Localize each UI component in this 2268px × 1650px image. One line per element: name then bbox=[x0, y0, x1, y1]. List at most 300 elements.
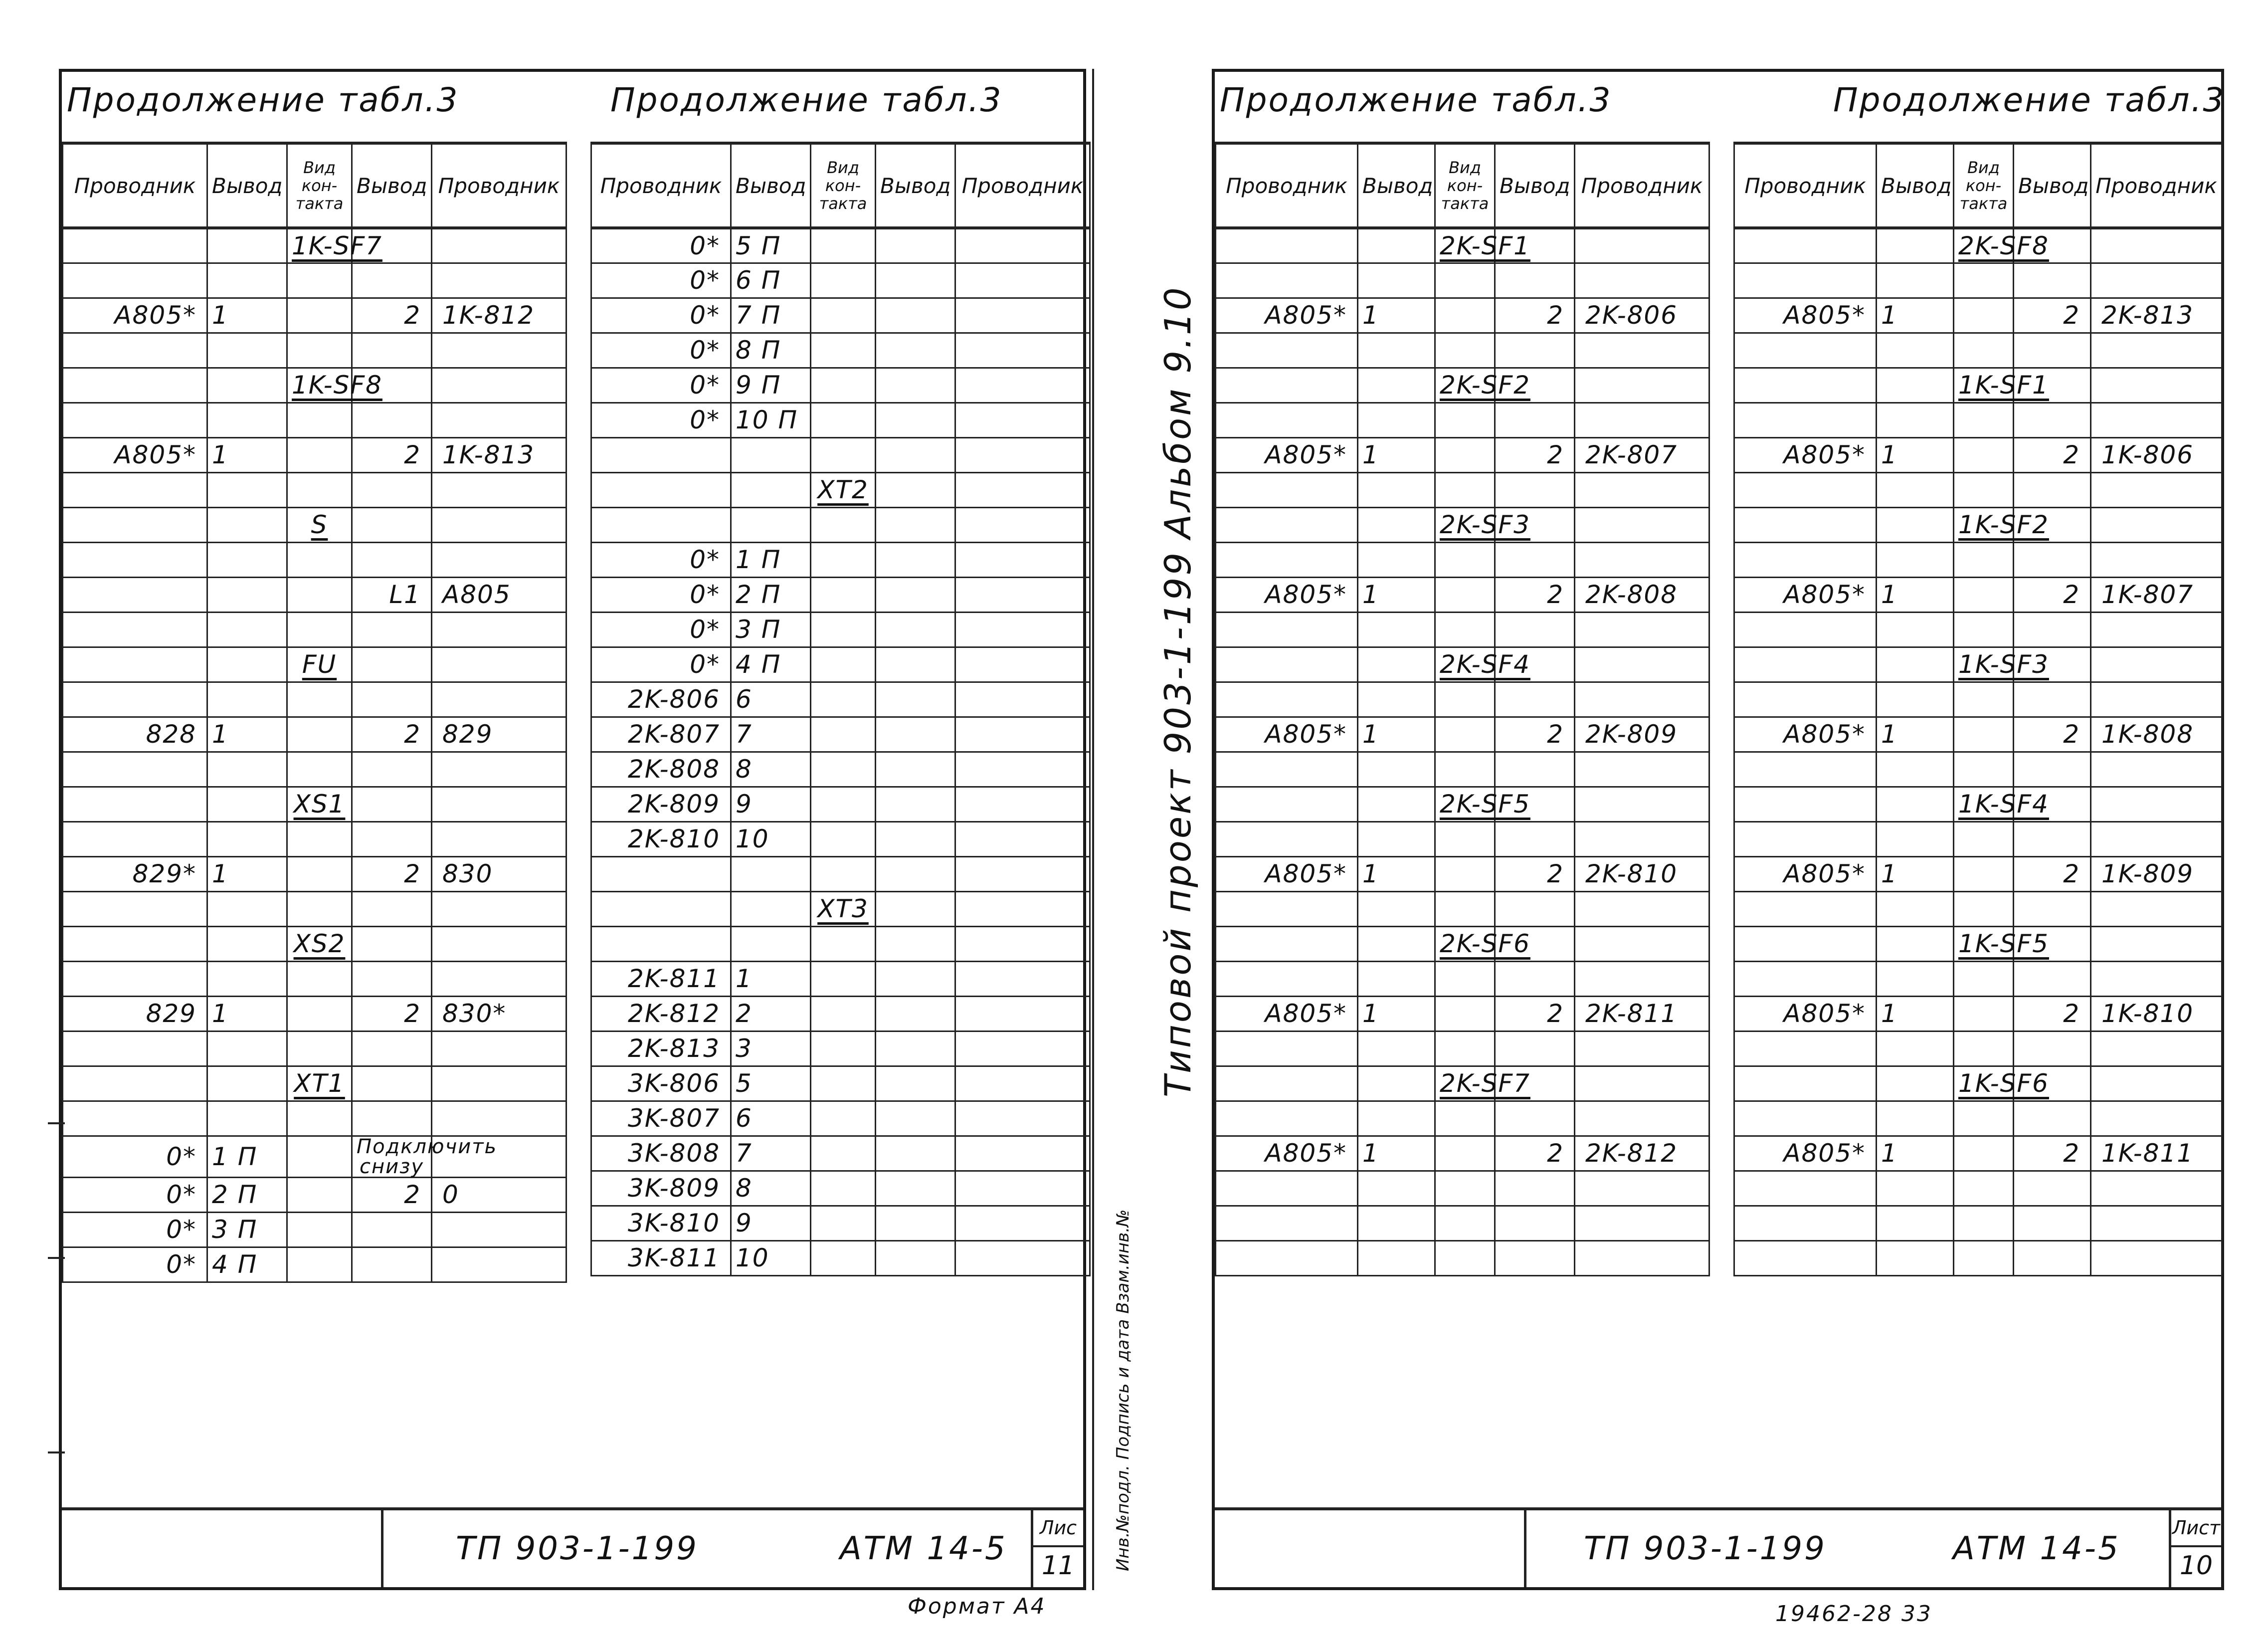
cell-pin-right bbox=[352, 472, 432, 507]
cell-pin-right: 2 bbox=[2014, 437, 2091, 472]
table-row bbox=[591, 1240, 1090, 1275]
cell-conductor-right bbox=[1575, 961, 1709, 996]
cell-conductor-right: 829 bbox=[432, 717, 567, 752]
cell-pin-left bbox=[1877, 1066, 1954, 1101]
cell-conductor-left bbox=[63, 752, 207, 787]
table-row bbox=[1216, 1240, 1709, 1275]
table-row bbox=[1734, 856, 2222, 891]
cell-pin-left bbox=[1358, 263, 1435, 298]
cell-pin-left bbox=[1877, 612, 1954, 647]
cell-conductor-left bbox=[63, 1101, 207, 1136]
table-row bbox=[1734, 926, 2222, 961]
cell-contact-type bbox=[811, 298, 876, 333]
format-label: Формат А4 bbox=[908, 1594, 1046, 1619]
cell-contact-type bbox=[287, 891, 352, 926]
cell-pin-right bbox=[1495, 1240, 1575, 1275]
cell-conductor-right bbox=[955, 1066, 1090, 1101]
table-row bbox=[63, 1066, 567, 1101]
cell-conductor-right bbox=[955, 1206, 1090, 1240]
cell-contact-type bbox=[811, 856, 876, 891]
cell-pin-right bbox=[876, 647, 955, 682]
header-pin-right: Вывод bbox=[352, 143, 432, 228]
cell-conductor-right bbox=[955, 996, 1090, 1031]
header-contact-type: Вид кон-такта bbox=[811, 143, 876, 228]
cell-contact-type bbox=[287, 263, 352, 298]
cell-conductor-left bbox=[1216, 1240, 1358, 1275]
cell-pin-right: 2 bbox=[1495, 856, 1575, 891]
cell-pin-left: 8 bbox=[731, 1171, 811, 1206]
cell-conductor-right bbox=[432, 403, 567, 437]
table-row bbox=[1734, 891, 2222, 926]
cell-conductor-left bbox=[591, 926, 731, 961]
cell-pin-left bbox=[1358, 228, 1435, 263]
cell-contact-type bbox=[811, 542, 876, 577]
table-row bbox=[591, 472, 1090, 507]
table-row bbox=[63, 926, 567, 961]
cell-pin-right bbox=[1495, 542, 1575, 577]
cell-conductor-right: 1K-810 bbox=[2091, 996, 2222, 1031]
cell-pin-right: 2 bbox=[1495, 717, 1575, 752]
cell-contact-type bbox=[811, 1066, 876, 1101]
table-row bbox=[1734, 961, 2222, 996]
cell-pin-left bbox=[1358, 926, 1435, 961]
cell-pin-right bbox=[1495, 612, 1575, 647]
cell-contact-type bbox=[1954, 996, 2014, 1031]
cell-pin-left: 4 П bbox=[207, 1247, 287, 1282]
cell-conductor-right bbox=[955, 1136, 1090, 1171]
table-row bbox=[1216, 752, 1709, 787]
cell-conductor-right bbox=[955, 961, 1090, 996]
cell-contact-type bbox=[1435, 1206, 1495, 1240]
cell-conductor-right bbox=[432, 787, 567, 822]
header-pin-right: Вывод bbox=[876, 143, 955, 228]
cell-pin-right bbox=[2014, 403, 2091, 437]
cell-pin-right bbox=[876, 228, 955, 263]
cell-pin-left bbox=[1877, 333, 1954, 368]
cell-pin-right bbox=[352, 1066, 432, 1101]
cell-contact-type bbox=[811, 263, 876, 298]
cell-conductor-left bbox=[63, 472, 207, 507]
cell-contact-type bbox=[1435, 891, 1495, 926]
table-row bbox=[1734, 542, 2222, 577]
cell-conductor-left bbox=[1216, 472, 1358, 507]
cell-contact-type bbox=[1954, 333, 2014, 368]
cell-pin-left: 1 bbox=[1877, 996, 1954, 1031]
cell-conductor-right: 0 bbox=[432, 1177, 567, 1212]
cell-pin-left bbox=[207, 263, 287, 298]
cell-pin-left bbox=[207, 647, 287, 682]
cell-conductor-right: 2K-809 bbox=[1575, 717, 1709, 752]
cell-conductor-left bbox=[1216, 228, 1358, 263]
margin-tick bbox=[48, 1257, 65, 1259]
cell-contact-type bbox=[287, 333, 352, 368]
cell-conductor-right bbox=[2091, 403, 2222, 437]
cell-pin-right: 2 bbox=[2014, 856, 2091, 891]
table-row bbox=[591, 403, 1090, 437]
cell-conductor-right bbox=[955, 542, 1090, 577]
cell-contact-type bbox=[1435, 437, 1495, 472]
cell-conductor-left: 0* bbox=[591, 263, 731, 298]
cell-conductor-left bbox=[1734, 403, 1877, 437]
cell-conductor-right: 1K-806 bbox=[2091, 437, 2222, 472]
cell-contact-type bbox=[1435, 856, 1495, 891]
cell-conductor-left bbox=[1734, 507, 1877, 542]
cell-pin-right bbox=[876, 1206, 955, 1240]
cell-contact-type: XS1 bbox=[287, 787, 352, 822]
cell-pin-left bbox=[731, 856, 811, 891]
cell-contact-type bbox=[811, 926, 876, 961]
cell-pin-right bbox=[876, 856, 955, 891]
cell-pin-right bbox=[876, 1101, 955, 1136]
cell-conductor-right bbox=[432, 472, 567, 507]
cell-pin-right bbox=[352, 1101, 432, 1136]
cell-pin-left bbox=[1877, 542, 1954, 577]
cell-conductor-right bbox=[2091, 263, 2222, 298]
cell-conductor-right bbox=[955, 891, 1090, 926]
cell-pin-left bbox=[1358, 682, 1435, 717]
cell-pin-right: L1 bbox=[352, 577, 432, 612]
cell-pin-left bbox=[1358, 787, 1435, 822]
table-row bbox=[591, 368, 1090, 403]
cell-pin-left bbox=[1877, 787, 1954, 822]
cell-conductor-right bbox=[955, 577, 1090, 612]
left-table-1 bbox=[62, 142, 567, 1283]
cell-pin-right: 2 bbox=[352, 717, 432, 752]
cell-conductor-right bbox=[955, 507, 1090, 542]
table-row bbox=[1734, 298, 2222, 333]
cell-pin-right bbox=[2014, 961, 2091, 996]
cell-contact-type bbox=[811, 1206, 876, 1240]
cell-conductor-left: 2K-807 bbox=[591, 717, 731, 752]
cell-conductor-right bbox=[2091, 822, 2222, 856]
table-row bbox=[1216, 368, 1709, 403]
cell-conductor-right bbox=[2091, 333, 2222, 368]
table-row bbox=[63, 437, 567, 472]
table-row bbox=[1216, 682, 1709, 717]
cell-contact-type bbox=[1435, 1136, 1495, 1171]
cell-contact-type bbox=[811, 647, 876, 682]
cell-conductor-left bbox=[1734, 1206, 1877, 1240]
table-row bbox=[63, 682, 567, 717]
header-conductor-right: Проводник bbox=[955, 143, 1090, 228]
cell-pin-right: 2 bbox=[352, 437, 432, 472]
header-pin-left: Вывод bbox=[207, 143, 287, 228]
table-header bbox=[63, 143, 567, 228]
cell-conductor-left bbox=[1734, 1066, 1877, 1101]
left-sheet-title-1: Продолжение табл.3 bbox=[67, 81, 459, 119]
cell-pin-right bbox=[2014, 1206, 2091, 1240]
cell-conductor-right bbox=[1575, 787, 1709, 822]
cell-pin-right: 2 bbox=[2014, 298, 2091, 333]
left-sheet-number: 11 bbox=[1031, 1544, 1083, 1587]
cell-conductor-right bbox=[955, 752, 1090, 787]
cell-pin-right bbox=[876, 822, 955, 856]
cell-pin-left bbox=[1358, 1066, 1435, 1101]
cell-conductor-right: 2K-811 bbox=[1575, 996, 1709, 1031]
cell-pin-right: 2 bbox=[2014, 1136, 2091, 1171]
cell-contact-type: 1K-SF1 bbox=[1954, 368, 2014, 403]
cell-pin-left: 1 bbox=[1877, 437, 1954, 472]
cell-pin-left: 2 П bbox=[731, 577, 811, 612]
cell-contact-type bbox=[811, 1101, 876, 1136]
cell-conductor-right bbox=[2091, 228, 2222, 263]
table-row bbox=[1216, 856, 1709, 891]
cell-contact-type bbox=[1435, 1240, 1495, 1275]
cell-pin-left bbox=[1877, 368, 1954, 403]
cell-conductor-right bbox=[1575, 1101, 1709, 1136]
cell-pin-left bbox=[207, 787, 287, 822]
cell-conductor-right bbox=[432, 682, 567, 717]
cell-contact-type bbox=[287, 996, 352, 1031]
left-sheet-label: Лис bbox=[1031, 1510, 1083, 1547]
cell-pin-left bbox=[1877, 647, 1954, 682]
table-row bbox=[63, 1212, 567, 1247]
cell-conductor-left bbox=[1734, 1171, 1877, 1206]
cell-contact-type bbox=[811, 1136, 876, 1171]
cell-conductor-left bbox=[1216, 403, 1358, 437]
cell-pin-right bbox=[876, 542, 955, 577]
right-project-code: ТП 903-1-199 bbox=[1584, 1530, 1827, 1567]
cell-contact-type bbox=[811, 682, 876, 717]
cell-pin-right bbox=[1495, 891, 1575, 926]
cell-pin-left bbox=[1877, 263, 1954, 298]
table-row bbox=[591, 1101, 1090, 1136]
cell-pin-right: 2 bbox=[352, 1177, 432, 1212]
right-atm-code: АТМ 14-5 bbox=[1953, 1530, 2120, 1567]
cell-pin-left bbox=[1358, 1206, 1435, 1240]
cell-conductor-left bbox=[1216, 752, 1358, 787]
cell-conductor-left bbox=[591, 856, 731, 891]
cell-pin-right bbox=[1495, 472, 1575, 507]
table-row bbox=[63, 542, 567, 577]
table-row bbox=[63, 1136, 567, 1177]
cell-conductor-right bbox=[1575, 822, 1709, 856]
cell-pin-left bbox=[1877, 403, 1954, 437]
cell-pin-right bbox=[2014, 1171, 2091, 1206]
cell-pin-right bbox=[876, 752, 955, 787]
cell-pin-left bbox=[1358, 961, 1435, 996]
cell-contact-type bbox=[287, 298, 352, 333]
cell-conductor-left bbox=[591, 472, 731, 507]
cell-conductor-right: 1K-811 bbox=[2091, 1136, 2222, 1171]
cell-contact-type bbox=[811, 368, 876, 403]
cell-conductor-right bbox=[955, 647, 1090, 682]
cell-pin-right bbox=[2014, 333, 2091, 368]
cell-pin-right bbox=[876, 333, 955, 368]
cell-conductor-left: A805* bbox=[1734, 577, 1877, 612]
cell-contact-type bbox=[1954, 403, 2014, 437]
cell-conductor-right bbox=[432, 228, 567, 263]
table-row bbox=[591, 926, 1090, 961]
cell-conductor-left: A805* bbox=[63, 298, 207, 333]
cell-contact-type bbox=[1954, 822, 2014, 856]
cell-pin-right bbox=[352, 647, 432, 682]
cell-pin-right bbox=[352, 682, 432, 717]
cell-pin-left bbox=[1877, 472, 1954, 507]
cell-conductor-right bbox=[1575, 403, 1709, 437]
cell-contact-type bbox=[1954, 891, 2014, 926]
table-row bbox=[591, 822, 1090, 856]
cell-pin-right bbox=[352, 1247, 432, 1282]
cell-pin-right bbox=[876, 961, 955, 996]
cell-pin-left bbox=[1877, 926, 1954, 961]
table-row bbox=[1216, 1171, 1709, 1206]
cell-conductor-right bbox=[1575, 1066, 1709, 1101]
cell-contact-type bbox=[287, 717, 352, 752]
cell-contact-type bbox=[1435, 682, 1495, 717]
cell-contact-type bbox=[811, 333, 876, 368]
cell-conductor-right: 2K-807 bbox=[1575, 437, 1709, 472]
cell-conductor-right: 2K-813 bbox=[2091, 298, 2222, 333]
table-row bbox=[1216, 507, 1709, 542]
cell-contact-type: 1K-SF8 bbox=[287, 368, 352, 403]
cell-pin-left: 3 П bbox=[207, 1212, 287, 1247]
cell-pin-right: 2 bbox=[1495, 1136, 1575, 1171]
cell-pin-left: 1 П bbox=[207, 1136, 287, 1177]
cell-conductor-right bbox=[1575, 926, 1709, 961]
cell-contact-type bbox=[1435, 1171, 1495, 1206]
right-table-2 bbox=[1733, 142, 2223, 1276]
table-row bbox=[591, 263, 1090, 298]
right-sheet-title-1: Продолжение табл.3 bbox=[1220, 81, 1612, 119]
cell-pin-right bbox=[876, 1240, 955, 1275]
cell-conductor-right bbox=[955, 368, 1090, 403]
cell-pin-right bbox=[352, 1031, 432, 1066]
cell-pin-right bbox=[876, 612, 955, 647]
cell-pin-right bbox=[876, 263, 955, 298]
cell-conductor-right bbox=[2091, 612, 2222, 647]
cell-pin-right bbox=[1495, 1101, 1575, 1136]
table-row bbox=[591, 856, 1090, 891]
cell-conductor-left bbox=[63, 961, 207, 996]
cell-pin-left bbox=[207, 403, 287, 437]
table-row bbox=[1216, 996, 1709, 1031]
cell-pin-right bbox=[2014, 682, 2091, 717]
album-label: Альбом 9.10 bbox=[1157, 285, 1199, 539]
cell-contact-type bbox=[287, 961, 352, 996]
cell-conductor-right bbox=[432, 263, 567, 298]
cell-pin-left bbox=[1877, 1240, 1954, 1275]
cell-conductor-right bbox=[2091, 926, 2222, 961]
table-row bbox=[1734, 472, 2222, 507]
cell-conductor-right bbox=[2091, 1206, 2222, 1240]
table-header bbox=[1734, 143, 2222, 228]
cell-pin-left: 5 bbox=[731, 1066, 811, 1101]
cell-conductor-right bbox=[1575, 228, 1709, 263]
cell-conductor-left: 0* bbox=[591, 577, 731, 612]
cell-conductor-left: 2K-809 bbox=[591, 787, 731, 822]
cell-conductor-left bbox=[1216, 926, 1358, 961]
cell-conductor-left: 829* bbox=[63, 856, 207, 891]
cell-conductor-left bbox=[63, 612, 207, 647]
cell-contact-type: XT1 bbox=[287, 1066, 352, 1101]
cell-pin-right bbox=[352, 403, 432, 437]
cell-pin-right: 2 bbox=[352, 996, 432, 1031]
cell-conductor-right bbox=[432, 891, 567, 926]
cell-conductor-right bbox=[1575, 1206, 1709, 1240]
cell-conductor-right bbox=[955, 403, 1090, 437]
cell-conductor-right: 2K-810 bbox=[1575, 856, 1709, 891]
cell-conductor-left bbox=[1216, 787, 1358, 822]
cell-pin-left: 1 bbox=[1877, 298, 1954, 333]
table-row bbox=[63, 822, 567, 856]
table-row bbox=[1216, 926, 1709, 961]
table-row bbox=[63, 891, 567, 926]
table-row bbox=[1734, 612, 2222, 647]
cell-conductor-left bbox=[63, 263, 207, 298]
cell-conductor-right bbox=[2091, 507, 2222, 542]
cell-pin-left: 2 bbox=[731, 996, 811, 1031]
table-row bbox=[591, 752, 1090, 787]
cell-contact-type bbox=[1954, 577, 2014, 612]
cell-contact-type: 2K-SF5 bbox=[1435, 787, 1495, 822]
cell-conductor-left bbox=[63, 822, 207, 856]
cell-contact-type bbox=[811, 787, 876, 822]
cell-conductor-right bbox=[955, 926, 1090, 961]
table-row bbox=[591, 1206, 1090, 1240]
table-row bbox=[1216, 1136, 1709, 1171]
table-row bbox=[1734, 996, 2222, 1031]
cell-pin-left bbox=[207, 682, 287, 717]
cell-pin-right bbox=[352, 961, 432, 996]
table-row bbox=[1734, 1031, 2222, 1066]
cell-pin-left bbox=[1877, 891, 1954, 926]
cell-pin-right bbox=[876, 437, 955, 472]
cell-pin-left bbox=[207, 1066, 287, 1101]
cell-contact-type: 2K-SF8 bbox=[1954, 228, 2014, 263]
cell-contact-type bbox=[287, 612, 352, 647]
cell-pin-right bbox=[876, 507, 955, 542]
cell-contact-type bbox=[287, 472, 352, 507]
cell-conductor-right bbox=[432, 542, 567, 577]
cell-conductor-left: 2K-812 bbox=[591, 996, 731, 1031]
cell-pin-left: 1 bbox=[731, 961, 811, 996]
cell-pin-left: 1 bbox=[207, 856, 287, 891]
left-title-block bbox=[62, 1507, 1083, 1587]
cell-pin-right bbox=[2014, 472, 2091, 507]
cell-pin-left: 1 bbox=[207, 717, 287, 752]
table-row bbox=[1734, 368, 2222, 403]
cell-conductor-left bbox=[1734, 228, 1877, 263]
cell-contact-type bbox=[1435, 996, 1495, 1031]
cell-conductor-left: A805* bbox=[1734, 298, 1877, 333]
cell-pin-right bbox=[2014, 542, 2091, 577]
header-pin-right: Вывод bbox=[2014, 143, 2091, 228]
cell-pin-right bbox=[352, 1212, 432, 1247]
cell-contact-type bbox=[1954, 1101, 2014, 1136]
cell-pin-left: 1 bbox=[207, 298, 287, 333]
header-conductor-left: Проводник bbox=[1216, 143, 1358, 228]
cell-conductor-right: 1K-812 bbox=[432, 298, 567, 333]
cell-pin-left bbox=[1358, 1240, 1435, 1275]
cell-pin-left bbox=[1358, 368, 1435, 403]
table-row bbox=[63, 1177, 567, 1212]
cell-conductor-right bbox=[955, 437, 1090, 472]
cell-contact-type bbox=[811, 1240, 876, 1275]
cell-conductor-left bbox=[63, 577, 207, 612]
table-row bbox=[1734, 1101, 2222, 1136]
header-contact-type: Вид кон-такта bbox=[287, 143, 352, 228]
cell-conductor-right: 830* bbox=[432, 996, 567, 1031]
cell-pin-left: 1 bbox=[1358, 577, 1435, 612]
table-row bbox=[63, 961, 567, 996]
cell-pin-left: 10 П bbox=[731, 403, 811, 437]
cell-conductor-left: 0* bbox=[63, 1136, 207, 1177]
cell-conductor-left: 3K-808 bbox=[591, 1136, 731, 1171]
cell-conductor-left bbox=[1734, 891, 1877, 926]
cell-conductor-left bbox=[63, 891, 207, 926]
cell-conductor-left: 0* bbox=[591, 368, 731, 403]
